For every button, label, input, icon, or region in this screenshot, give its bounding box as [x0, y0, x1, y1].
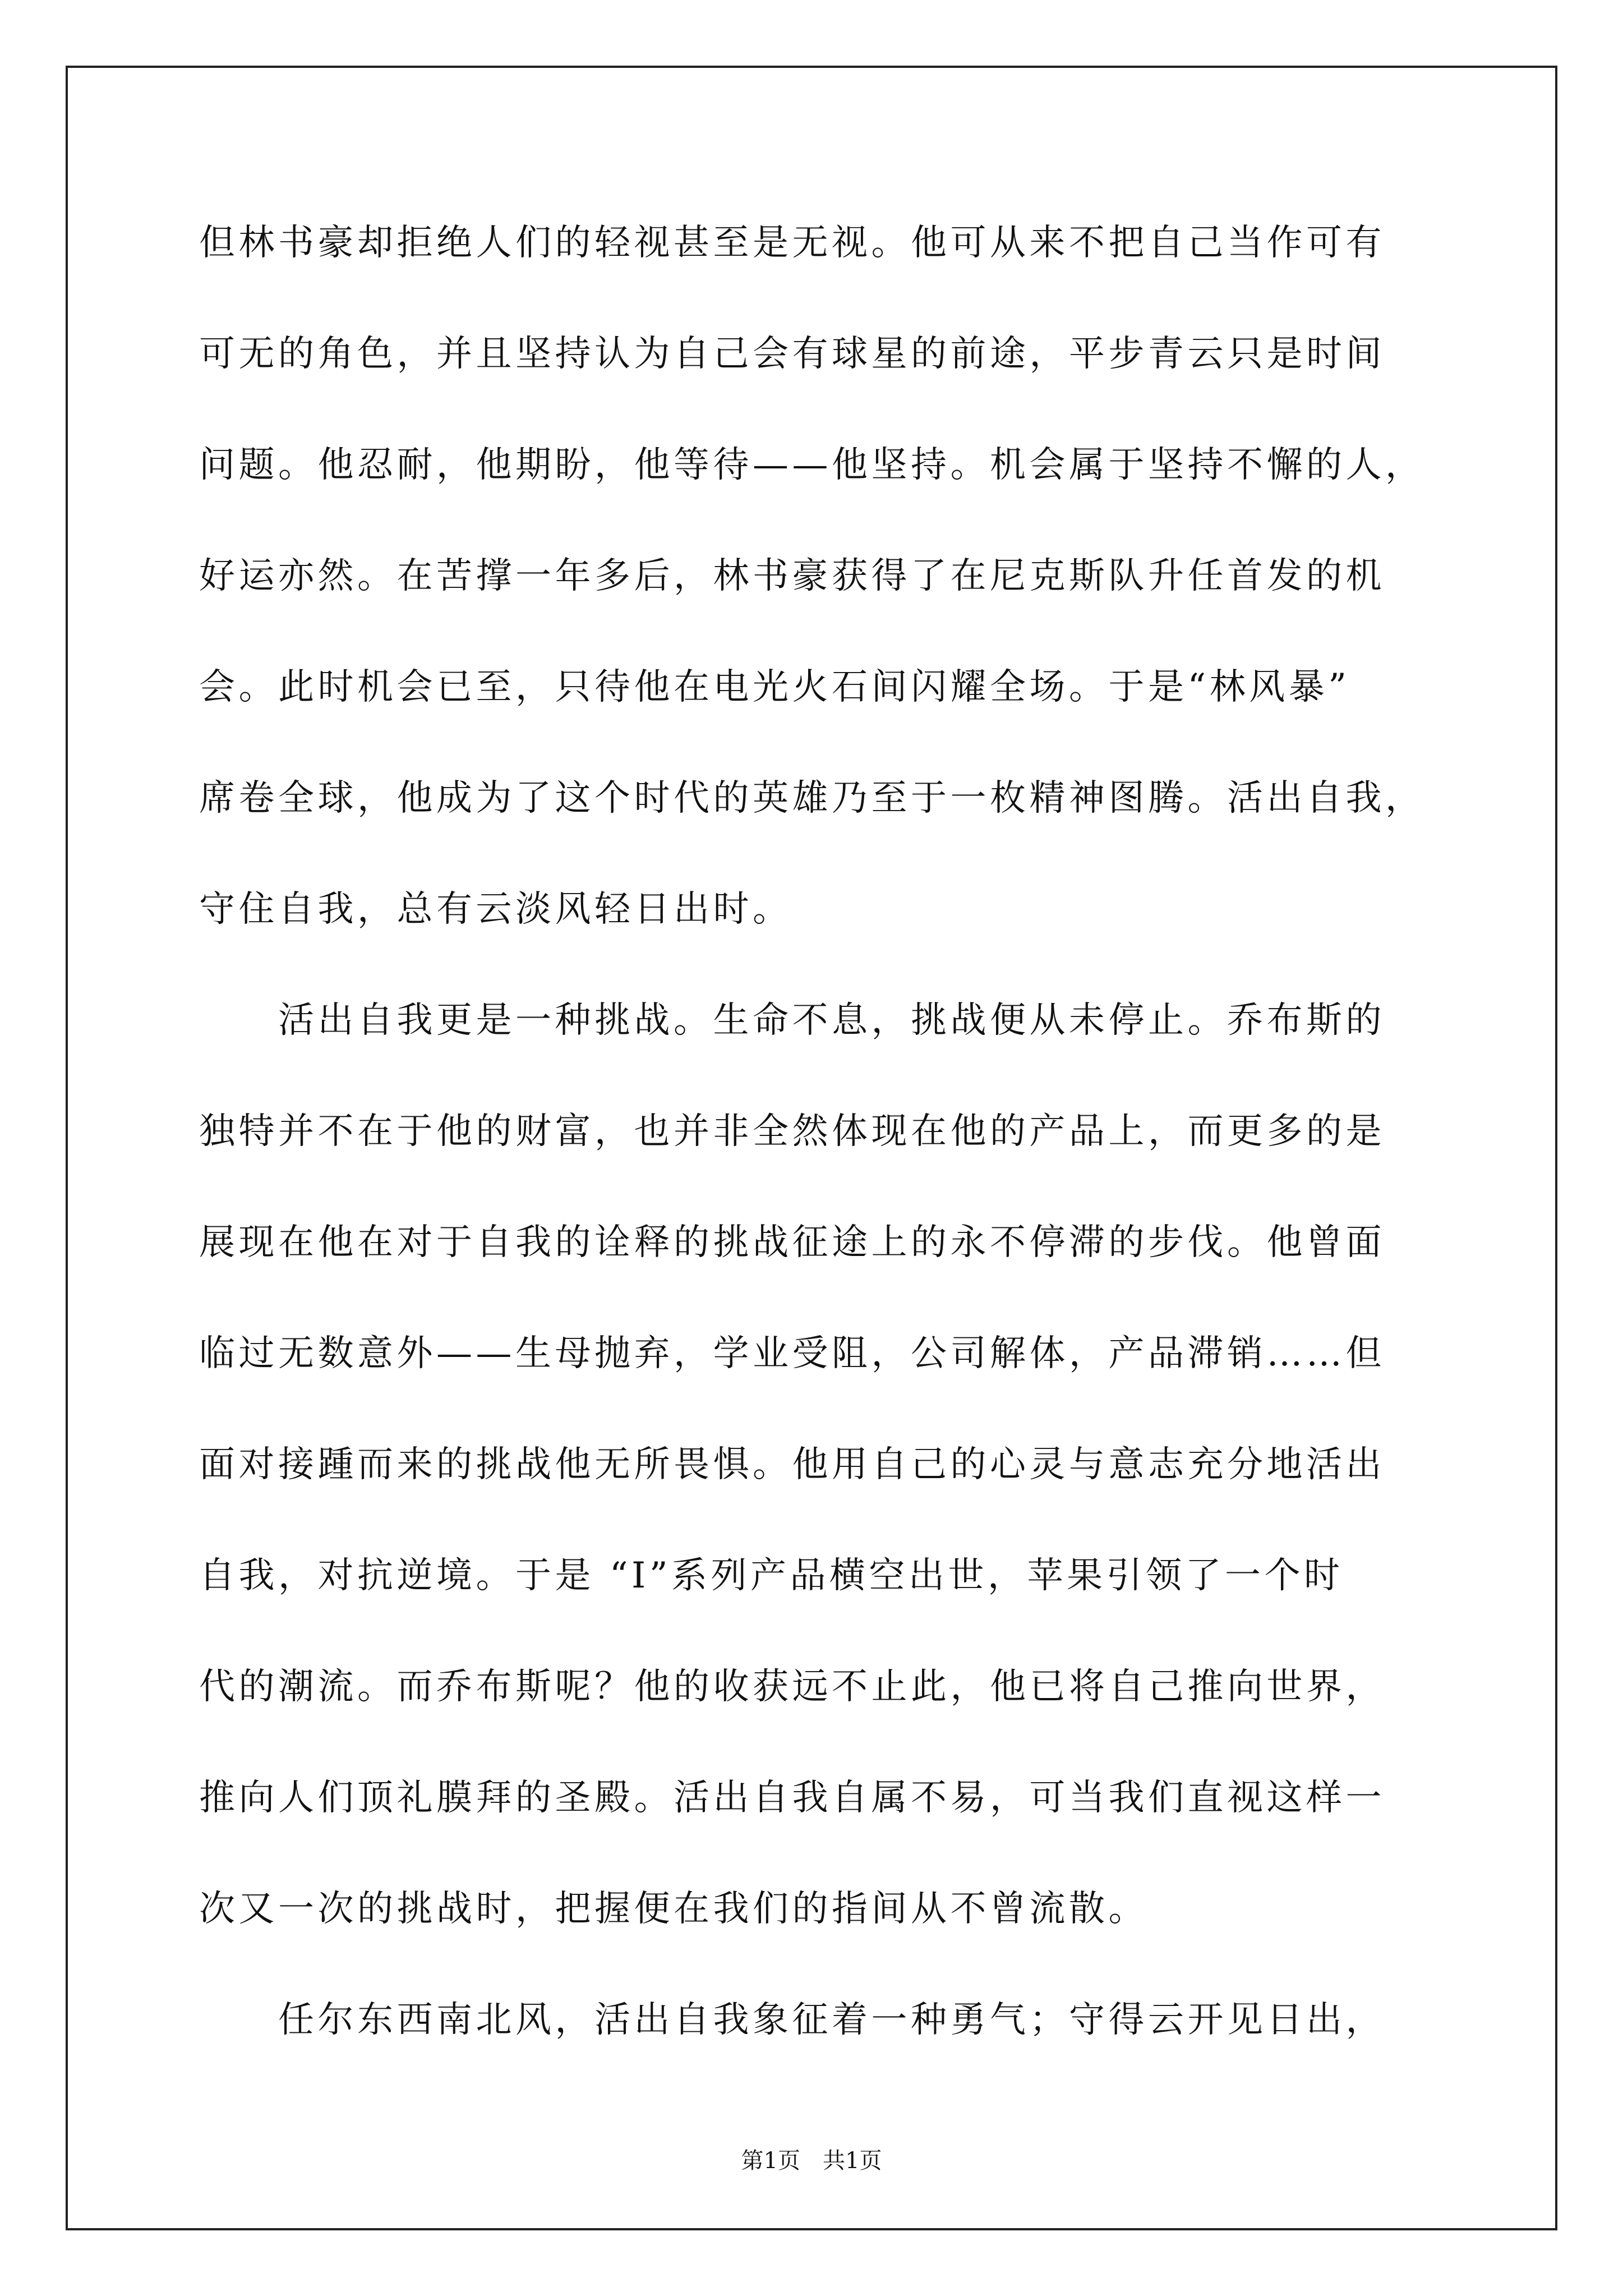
text-line: 守住自我，总有云淡风轻日出时。 — [199, 889, 792, 930]
text-line: 自我，对抗逆境。于是 “I”系列产品横空出世，苹果引领了一个时 — [199, 1555, 1344, 1596]
text-line: 席卷全球，他成为了这个时代的英雄乃至于一枚精神图腾。活出自我， — [199, 777, 1425, 819]
text-line: 临过无数意外——生母抛弃，学业受阻，公司解体，产品滞销……但 — [199, 1333, 1385, 1374]
text-line: 问题。他忍耐，他期盼，他等待——他坚持。机会属于坚持不懈的人， — [199, 444, 1425, 486]
text-line: 推向人们顶礼膜拜的圣殿。活出自我自属不易，可当我们直视这样一 — [199, 1777, 1385, 1819]
text-line: 独特并不在于他的财富，也并非全然体现在他的产品上，而更多的是 — [199, 1111, 1385, 1152]
text-line: 活出自我更是一种挑战。生命不息，挑战便从未停止。乔布斯的 — [199, 1000, 1385, 1041]
text-line: 次又一次的挑战时，把握便在我们的指间从不曾流散。 — [199, 1888, 1148, 1930]
text-line: 但林书豪却拒绝人们的轻视甚至是无视。他可从来不把自己当作可有 — [199, 222, 1385, 264]
text-line: 面对接踵而来的挑战他无所畏惧。他用自己的心灵与意志充分地活出 — [199, 1444, 1385, 1485]
text-line: 任尔东西南北风，活出自我象征着一种勇气；守得云开见日出， — [199, 1999, 1385, 2041]
text-line: 展现在他在对于自我的诠释的挑战征途上的永不停滞的步伐。他曾面 — [199, 1222, 1385, 1263]
text-line: 会。此时机会已至，只待他在电光火石间闪耀全场。于是“林风暴” — [199, 666, 1350, 708]
text-line: 代的潮流。而乔布斯呢？他的收获远不止此，他已将自己推向世界， — [199, 1666, 1385, 1708]
page-footer: 第1页 共1页 — [741, 2148, 882, 2174]
text-line: 可无的角色，并且坚持认为自己会有球星的前途，平步青云只是时间 — [199, 333, 1385, 375]
text-line: 好运亦然。在苦撑一年多后，林书豪获得了在尼克斯队升任首发的机 — [199, 555, 1385, 597]
